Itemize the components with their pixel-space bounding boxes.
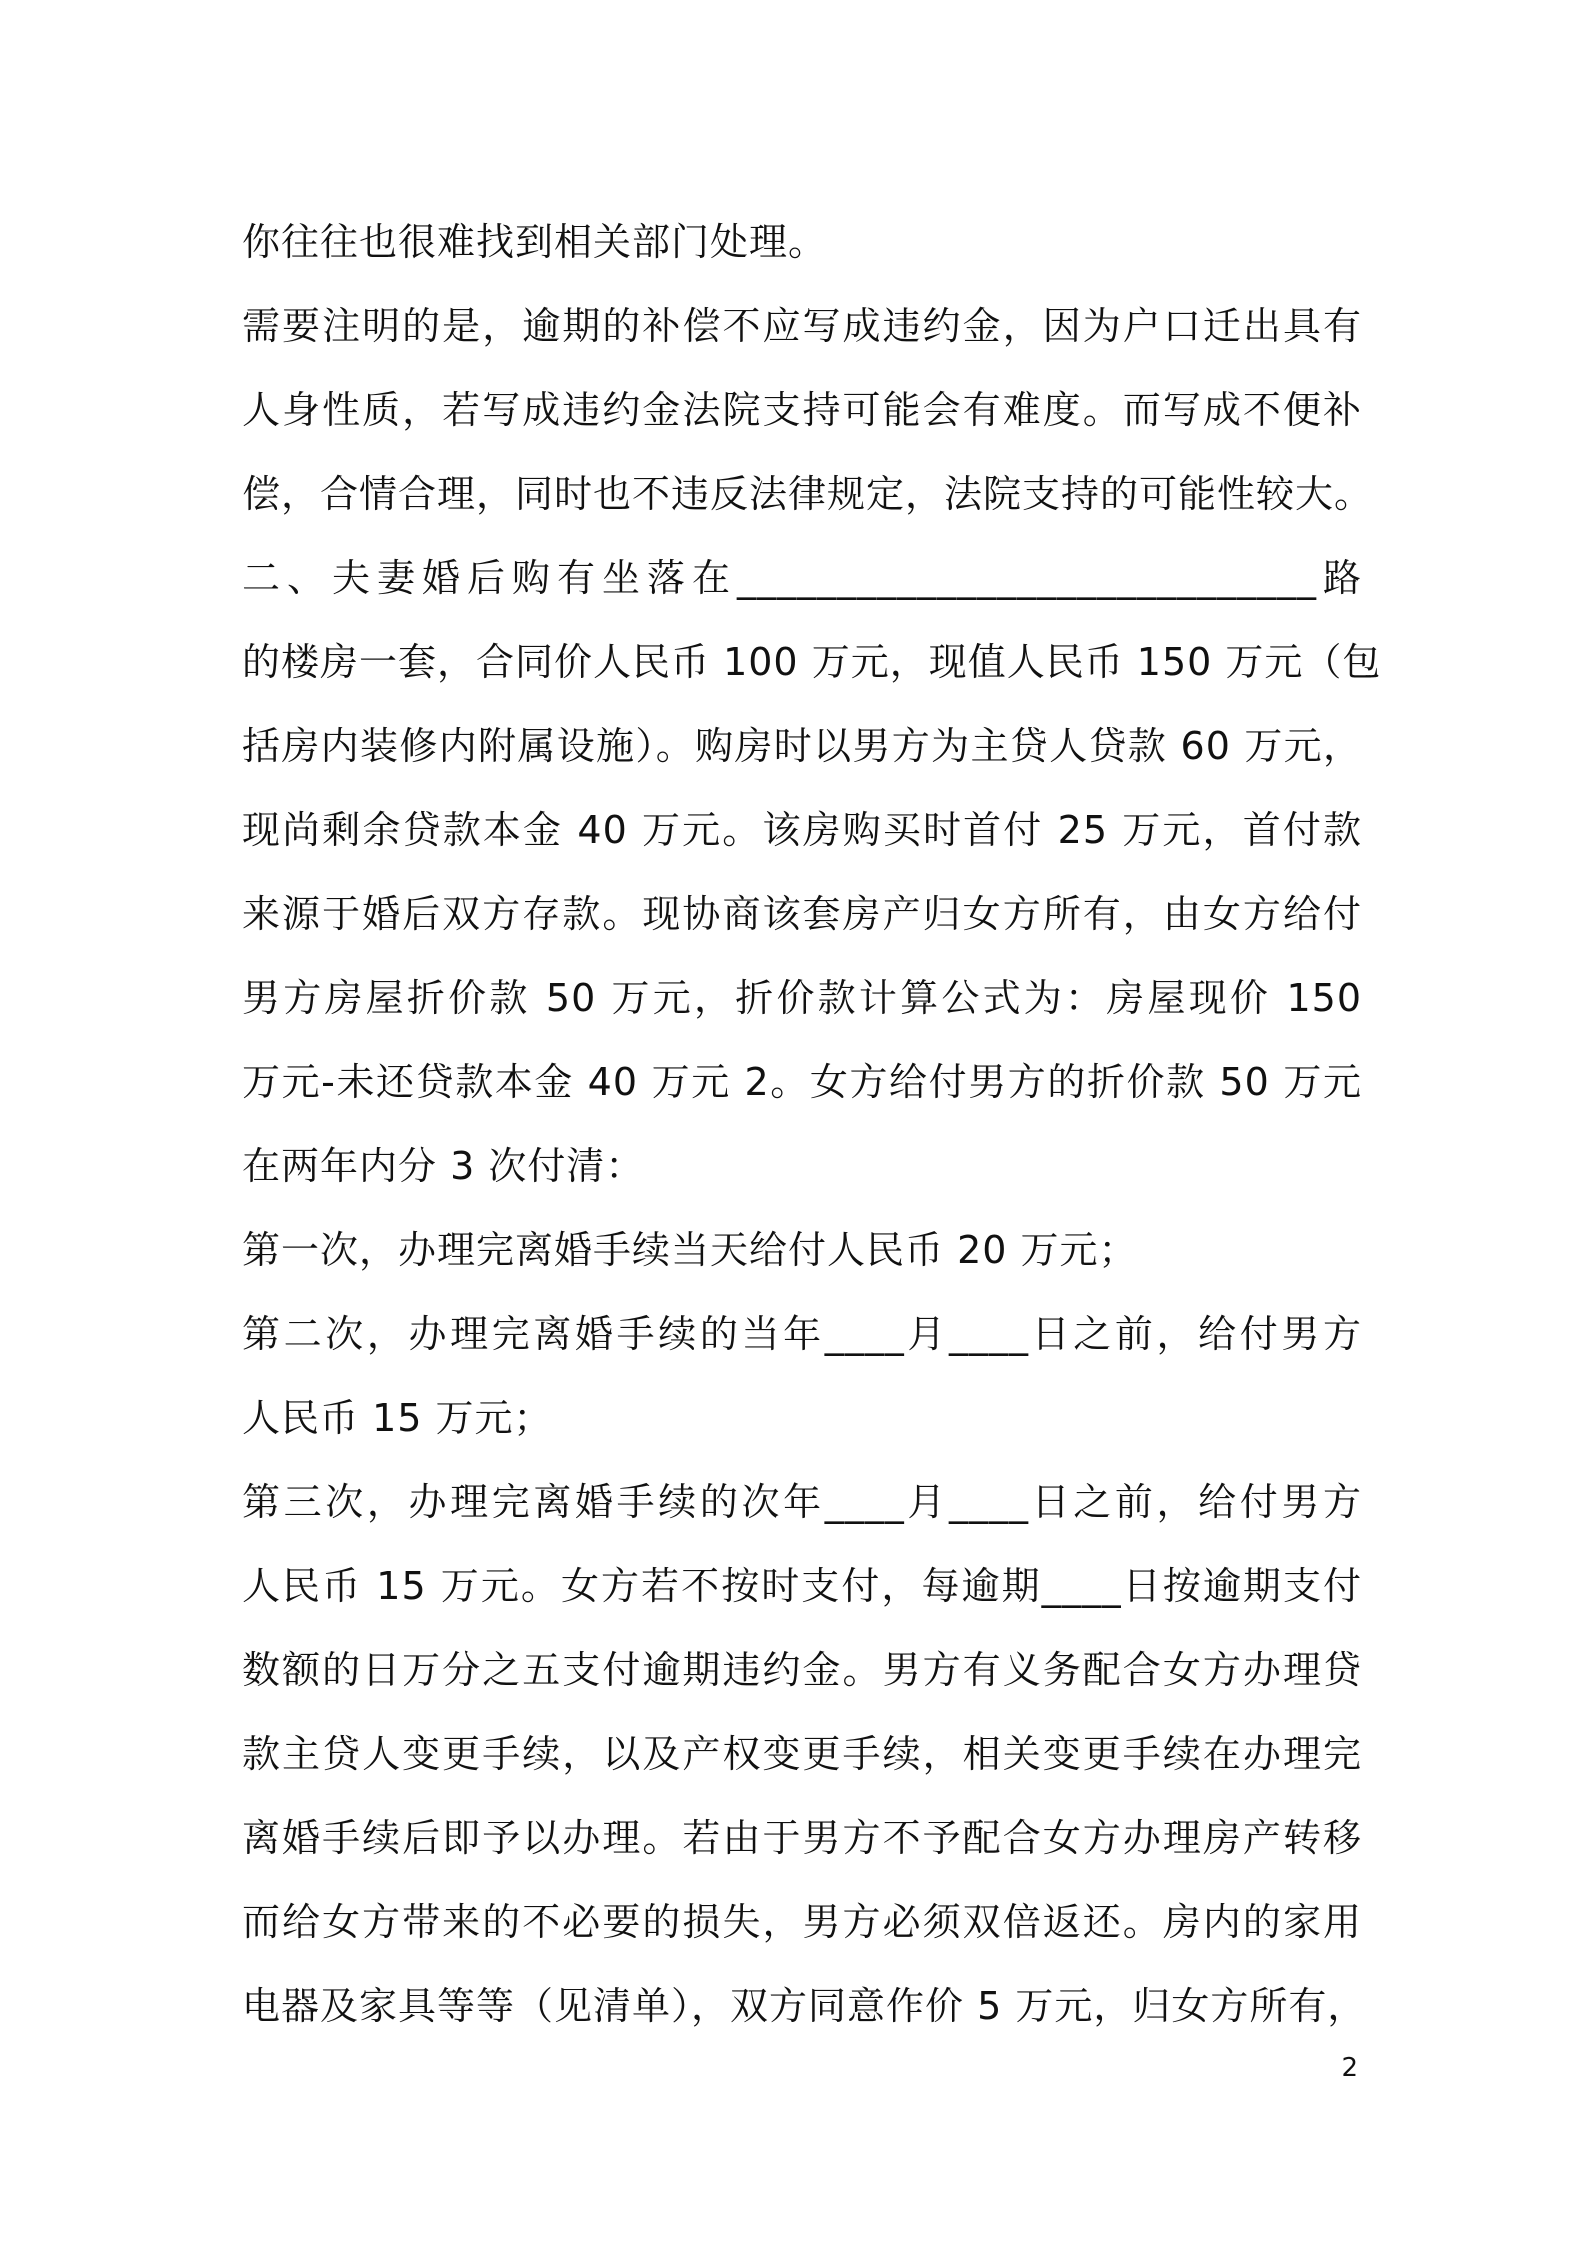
text-line: 款主贷人变更手续，以及产权变更手续，相关变更手续在办理完 bbox=[242, 1732, 1362, 1776]
text-line: 男方房屋折价款 50 万元，折价款计算公式为：房屋现价 150 bbox=[242, 976, 1362, 1020]
text-line: 万元-未还贷款本金 40 万元 2。女方给付男方的折价款 50 万元 bbox=[242, 1060, 1362, 1104]
text-line: 数额的日万分之五支付逾期违约金。男方有义务配合女方办理贷 bbox=[242, 1648, 1362, 1692]
text-line: 第一次，办理完离婚手续当天给付人民币 20 万元； bbox=[242, 1228, 1138, 1272]
page-number: 2 bbox=[1341, 2053, 1358, 2083]
text-line: 离婚手续后即予以办理。若由于男方不予配合女方办理房产转移 bbox=[242, 1816, 1362, 1860]
text-line: 现尚剩余贷款本金 40 万元。该房购买时首付 25 万元，首付款 bbox=[242, 808, 1362, 852]
text-line: 电器及家具等等（见清单），双方同意作价 5 万元，归女方所有， bbox=[242, 1984, 1367, 2028]
text-line: 人民币 15 万元； bbox=[242, 1396, 553, 1440]
text-line: 的楼房一套，合同价人民币 100 万元，现值人民币 150 万元（包 bbox=[242, 640, 1382, 684]
text-line: 在两年内分 3 次付清： bbox=[242, 1144, 645, 1188]
body-text bbox=[242, 200, 1382, 2048]
text-line: 而给女方带来的不必要的损失，男方必须双倍返还。房内的家用 bbox=[242, 1900, 1362, 1944]
text-line: 需要注明的是，逾期的补偿不应写成违约金，因为户口迁出具有 bbox=[242, 304, 1362, 348]
text-line: 括房内装修内附属设施）。购房时以男方为主贷人贷款 60 万元， bbox=[242, 724, 1362, 768]
text-line: 第三次，办理完离婚手续的次年____月____日之前，给付男方 bbox=[242, 1480, 1362, 1524]
text-line: 人身性质，若写成违约金法院支持可能会有难度。而写成不便补 bbox=[242, 388, 1362, 432]
text-line: 第二次，办理完离婚手续的当年____月____日之前，给付男方 bbox=[242, 1312, 1362, 1356]
text-line: 来源于婚后双方存款。现协商该套房产归女方所有，由女方给付 bbox=[242, 892, 1362, 936]
text-line: 偿，合情合理，同时也不违反法律规定，法院支持的可能性较大。 bbox=[242, 472, 1374, 516]
text-line: 你往往也很难找到相关部门处理。 bbox=[242, 220, 828, 264]
text-line: 人民币 15 万元。女方若不按时支付，每逾期____日按逾期支付 bbox=[242, 1564, 1362, 1608]
text-line: 二、夫妻婚后购有坐落在_____________________________路 bbox=[242, 556, 1362, 600]
